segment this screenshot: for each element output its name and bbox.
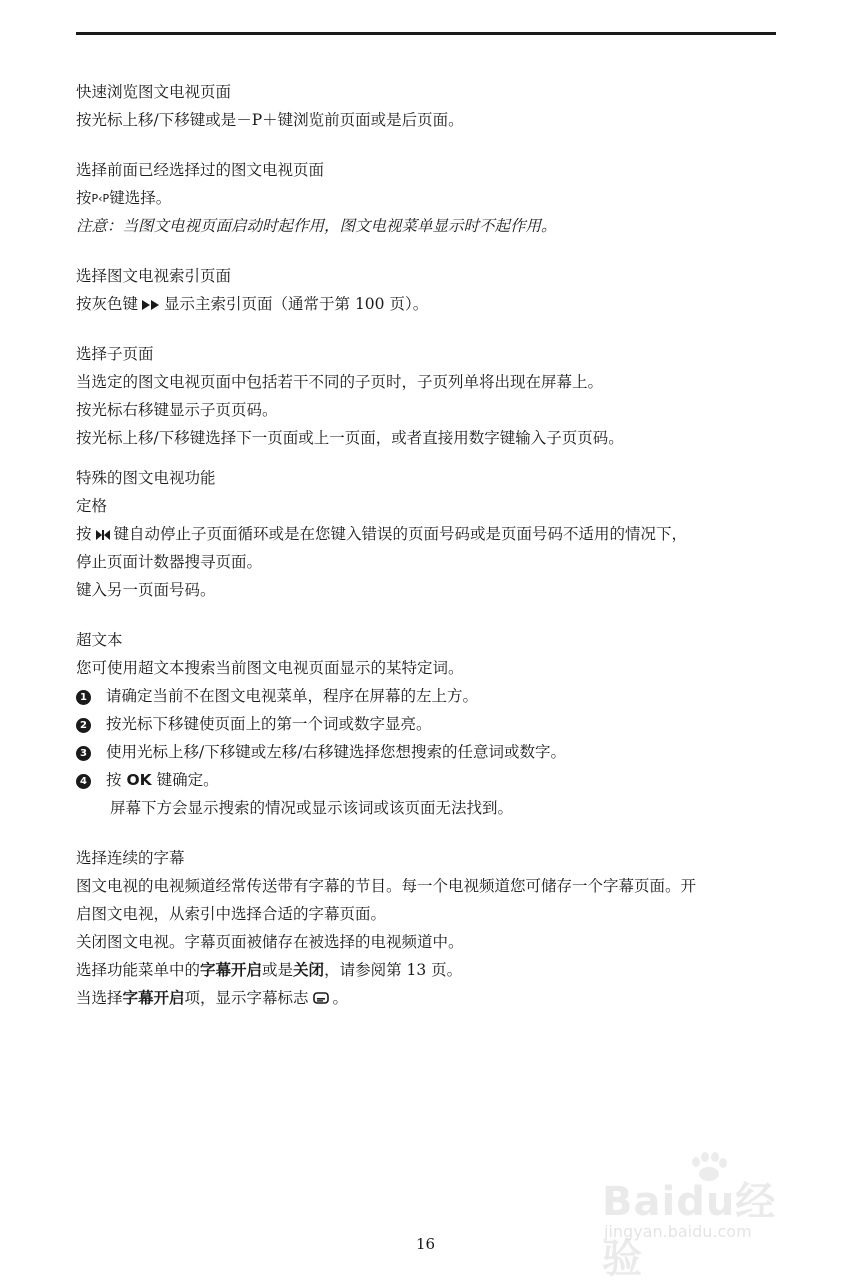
list-item — [76, 682, 780, 710]
body-text — [76, 984, 780, 1012]
hold-icon — [96, 521, 110, 549]
body-text: 按光标上移/下移键或是－P＋键浏览前页面或是后页面。 — [76, 111, 464, 129]
text-fragment: 项，显示字幕标志 — [184, 989, 309, 1007]
body-text — [76, 956, 780, 984]
text-fragment: 键选择。 — [109, 189, 172, 207]
menu-item-off: 关闭 — [293, 961, 325, 979]
step-number-badge: 2 — [76, 718, 91, 733]
section-title-prev-page: 选择前面已经选择过的图文电视页面 — [76, 161, 325, 179]
watermark-url: jingyan.baidu.com — [604, 1222, 752, 1241]
fast-forward-icon — [142, 291, 160, 319]
ok-key-label: OK — [126, 771, 152, 789]
text-fragment: 或是 — [262, 961, 294, 979]
body-text: 停止页面计数器搜寻页面。 — [76, 553, 263, 571]
section-title-subtitles: 选择连续的字幕 — [76, 849, 185, 867]
step-number-badge: 3 — [76, 746, 91, 761]
watermark-logo: Baidu经验 — [602, 1179, 777, 1282]
text-fragment: 。 — [332, 989, 349, 1007]
body-text — [76, 520, 780, 548]
body-text — [76, 184, 780, 212]
step-text: 使用光标上移/下移键或左移/右移键选择您想搜索的任意词或数字。 — [106, 743, 566, 761]
subtitle-icon — [313, 985, 329, 1013]
body-text: 键入另一页面号码。 — [76, 581, 216, 599]
text-fragment: 按 — [76, 189, 92, 207]
step-number-badge: 4 — [76, 774, 91, 789]
section-title-index-page: 选择图文电视索引页面 — [76, 267, 232, 285]
text-fragment: 键确定。 — [156, 771, 219, 789]
body-text: 图文电视的电视频道经常传送带有字幕的节目。每一个电视频道您可储存一个字幕页面。开 — [76, 877, 697, 895]
baidu-watermark — [592, 1150, 812, 1282]
body-text — [76, 290, 780, 318]
list-item — [76, 738, 780, 766]
text-fragment: 按灰色键 — [76, 295, 139, 313]
text-fragment: 按 — [106, 771, 122, 789]
step-subtext: 屏幕下方会显示搜索的情况或显示该词或该页面无法找到。 — [110, 799, 514, 817]
text-fragment: 键自动停止子页面循环或是在您键入错误的页面号码或是页面号码不适用的情况下， — [113, 525, 688, 543]
text-fragment: 显示主索引页面（通常于第 100 页）。 — [164, 295, 429, 313]
section-title-subpage: 选择子页面 — [76, 345, 154, 363]
text-fragment: 按 — [76, 525, 92, 543]
text-fragment: 当选择 — [76, 989, 123, 1007]
text-fragment: ，请参阅第 13 页。 — [324, 961, 463, 979]
body-text: 关闭图文电视。字幕页面被储存在被选择的电视频道中。 — [76, 933, 464, 951]
step-text: 请确定当前不在图文电视菜单，程序在屏幕的左上方。 — [106, 687, 479, 705]
section-title-hypertext: 超文本 — [76, 631, 123, 649]
body-text: 您可使用超文本搜索当前图文电视页面显示的某特定词。 — [76, 659, 464, 677]
top-rule — [76, 32, 776, 35]
subsection-title-hold: 定格 — [76, 497, 108, 515]
section-title-quick-browse: 快速浏览图文电视页面 — [76, 83, 232, 101]
step-number-badge: 1 — [76, 690, 91, 705]
page-number: 16 — [416, 1235, 436, 1253]
list-item — [76, 766, 780, 794]
menu-item-subtitle-on: 字幕开启 — [200, 961, 263, 979]
body-text: 按光标上移/下移键选择下一页面或上一页面，或者直接用数字键输入子页页码。 — [76, 429, 624, 447]
manual-content — [76, 78, 780, 1012]
menu-item-subtitle-on: 字幕开启 — [122, 989, 185, 1007]
step-text: 按光标下移键使页面上的第一个词或数字显亮。 — [106, 715, 432, 733]
note-text: 注意：当图文电视页面启动时起作用，图文电视菜单显示时不起作用。 — [76, 217, 557, 235]
body-text: 当选定的图文电视页面中包括若干不同的子页时，子页列单将出现在屏幕上。 — [76, 373, 604, 391]
section-title-special: 特殊的图文电视功能 — [76, 469, 216, 487]
body-text: 启图文电视，从索引中选择合适的字幕页面。 — [76, 905, 387, 923]
p-p-key-icon: P‹P — [91, 192, 110, 205]
text-fragment: 选择功能菜单中的 — [76, 961, 201, 979]
body-text: 按光标右移键显示子页页码。 — [76, 401, 278, 419]
list-item — [76, 710, 780, 738]
